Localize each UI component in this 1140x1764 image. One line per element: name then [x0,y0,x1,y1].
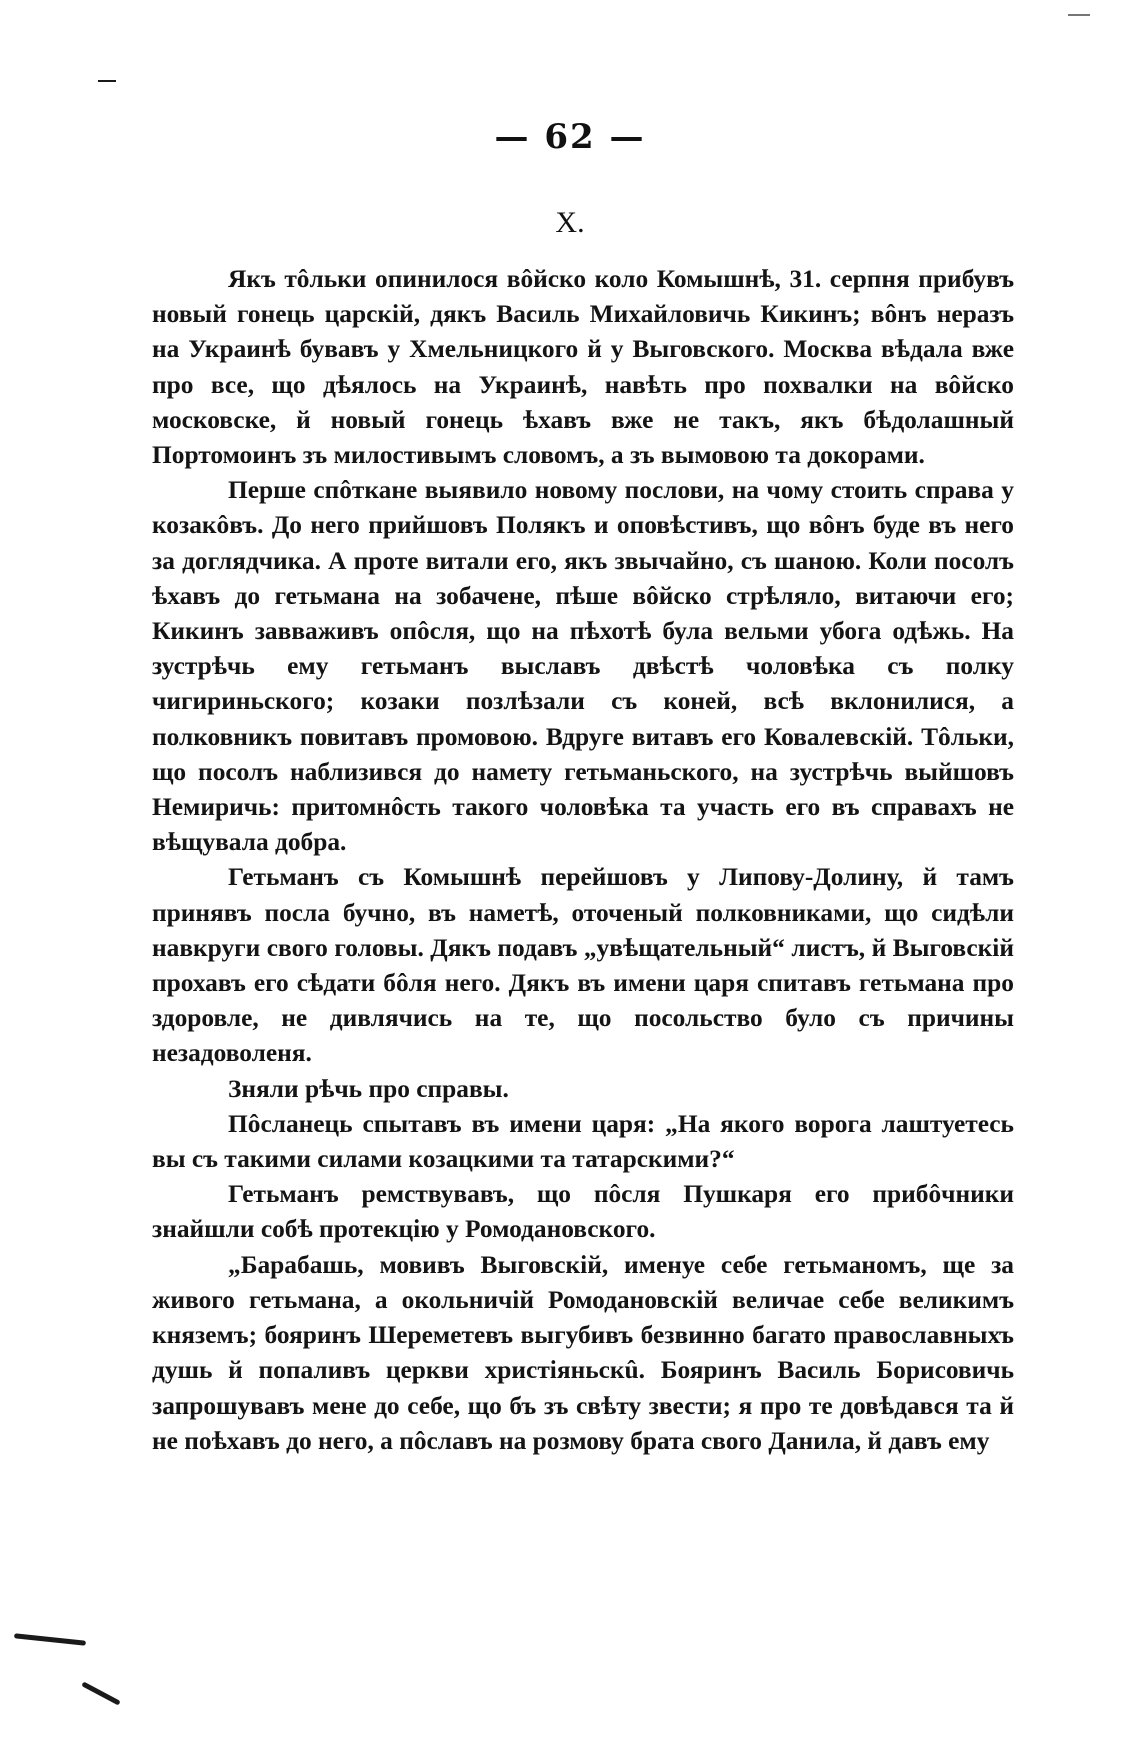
paragraph: Перше спôткане выявило новому послови, на чому стоить справа у козакôвъ. До него прийшовъ Полякъ и оповѣстивъ, що вôнъ буде въ него за доглядчика. А проте витали его, якъ звычайно, съ шаною. Коли посолъ ѣхавъ до гетьмана на зобачене, пѣше вôйско стрѣляло, витаючи его; Кикинъ завваживъ опôсля, що на пѣхотѣ була вельми убога одѣжь. На зустрѣчь ему гетьманъ выславъ двѣстѣ чоловѣка съ полку чигириньского; козаки позлѣзали съ коней, всѣ вклонилися, а полковникъ повитавъ промовою. Вдруге витавъ его Ковалевскій. Тôльки, що посолъ наблизився до намету гетьманьского, на зустрѣчь выйшовъ Немиричь: притомнôсть такого чоловѣка та участь его въ справахъ не вѣщувала добра. [152,476,1014,857]
paragraph: Зняли рѣчь про справы. [228,1074,509,1103]
scan-mark [1068,14,1090,16]
paragraph: Якъ тôльки опинилося вôйско коло Комышнѣ, 31. серпня прибувъ новый гонець царскій, дякъ Василь Михайловичь Кикинъ; вôнъ неразъ на Украинѣ бувавъ у Хмельницкого й у Выговского. Москва вѣдала вже про все, що дѣялось на Украинѣ, навѣть про похвалки на вôйско московске, й новый гонець ѣхавъ вже не такъ, якъ бѣдолашный Портомоинъ зъ милостивымъ словомъ, а зъ вымовою та докорами. [152,265,1014,470]
scan-mark [81,1681,120,1705]
body-text [152,262,1014,1459]
scan-mark [14,1633,86,1645]
scan-mark [98,80,116,82]
page-number: — 62 — [494,117,646,157]
paragraph: Гетьманъ съ Комышнѣ перейшовъ у Липову-Долину, й тамъ принявъ посла бучно, въ наметѣ, оточеный полковниками, що сидѣли навкруги свого головы. Дякъ подавъ „увѣщательный“ листъ, й Выговскій прохавъ его сѣдати бôля него. Дякъ въ имени царя спитавъ гетьмана про здоровле, не дивлячись на те, що посольство було съ причины незадоволеня. [152,863,1014,1068]
chapter-heading: X. [555,206,585,239]
paragraph: Гетьманъ ремствувавъ, що пôсля Пушкаря его прибôчники знайшли собѣ протекцію у Ромодановского. [152,1180,1014,1244]
paragraph: „Барабашь, мовивъ Выговскій, именуе себе гетьманомъ, ще за живого гетьмана, а окольничій Ромодановскій величае себе великимъ княземъ; бояринъ Шереметевъ выгубивъ безвинно багато православныхъ душь й попаливъ церкви христіяньскû. Бояринъ Василь Борисовичь запрошувавъ мене до себе, що бъ зъ свѣту звести; я про те довѣдався та й не поѣхавъ до него, а пôславъ на розмову брата свого Данила, й давъ ему [152,1250,1014,1455]
paragraph: Пôсланець спытавъ въ имени царя: „На якого ворога лаштуетесь вы съ такими силами козацкими та татарскими?“ [152,1109,1014,1174]
